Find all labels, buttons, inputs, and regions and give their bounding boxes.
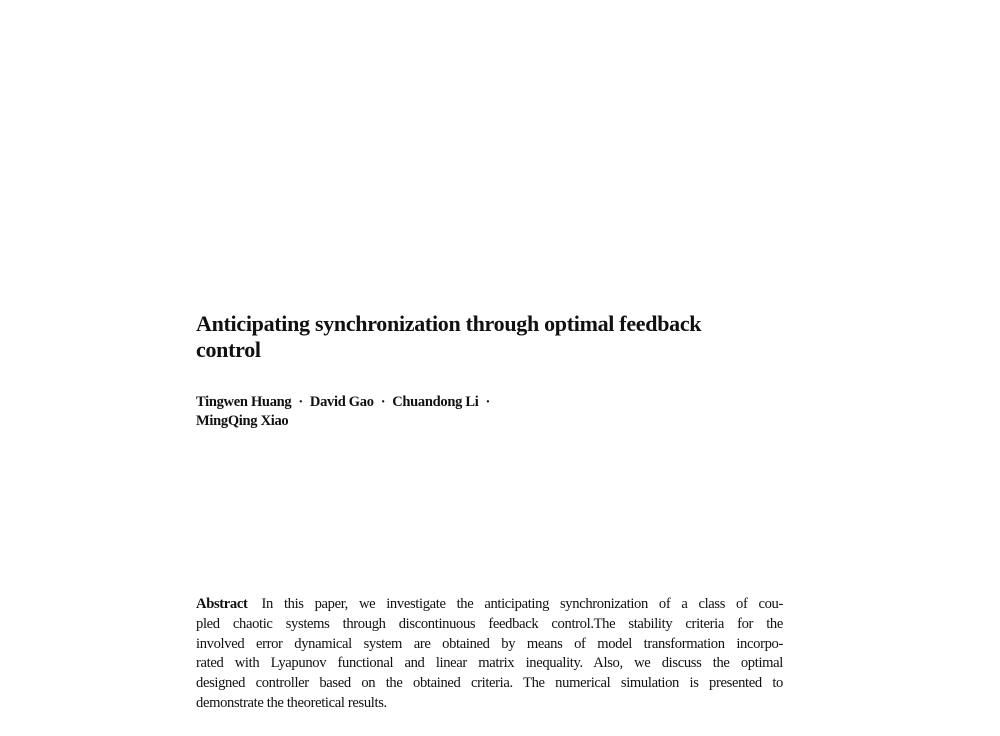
abstract-line: pled chaotic systems through discontinuous feedback control.The stability criteria for the bbox=[196, 615, 783, 632]
title-line: control bbox=[196, 337, 261, 362]
author-name: Chuandong Li bbox=[392, 394, 479, 410]
abstract-line: rated with Lyapunov functional and linear matrix inequality. Also, we discuss the optimal bbox=[196, 655, 783, 672]
abstract-line bbox=[196, 595, 783, 615]
author-separator: · bbox=[380, 394, 386, 410]
paper-title bbox=[196, 311, 756, 363]
author-separator: · bbox=[298, 394, 303, 410]
abstract-text: In this paper, we investigate the anticipating synchronization of a class of cou- bbox=[261, 596, 783, 612]
author-name: MingQing Xiao bbox=[196, 413, 289, 429]
abstract-line: demonstrate the theoretical results. bbox=[196, 694, 387, 711]
abstract bbox=[196, 595, 783, 714]
author-list bbox=[196, 393, 756, 431]
author-name: Tingwen Huang bbox=[196, 394, 292, 410]
author-separator: · bbox=[485, 394, 491, 410]
author-name: David Gao bbox=[309, 394, 374, 410]
abstract-line: involved error dynamical system are obtained by means of model transformation incorpo- bbox=[196, 635, 783, 652]
abstract-label: Abstract bbox=[196, 596, 248, 612]
abstract-line: designed controller based on the obtained criteria. The numerical simulation is presented to bbox=[196, 675, 783, 692]
title-line: Anticipating synchronization through optimal feedback bbox=[196, 311, 702, 336]
